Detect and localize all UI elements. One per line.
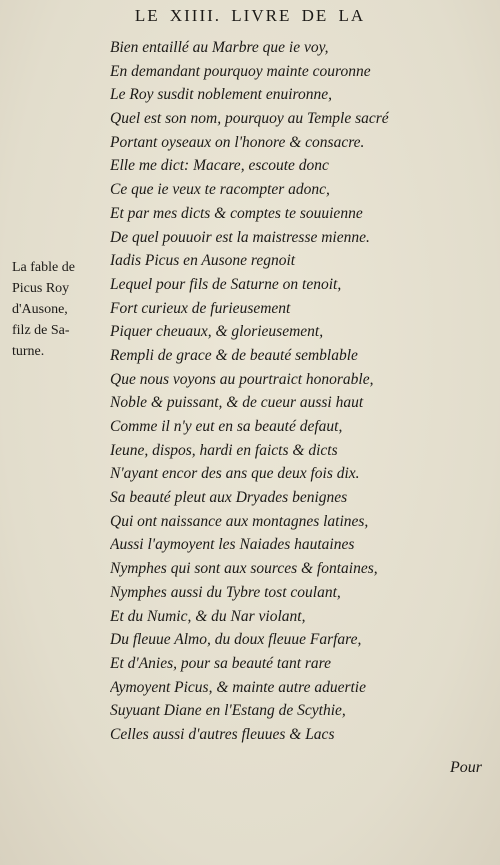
verse-text: [110, 36, 495, 747]
verse-line: Piquer cheuaux, & glorieusement,: [110, 323, 324, 341]
verse-line: Et du Numic, & du Nar violant,: [110, 607, 306, 625]
verse-line: Et d'Anies, pour sa beauté tant rare: [110, 654, 332, 672]
verse-line: Suyuant Diane en l'Estang de Scythie,: [110, 702, 346, 720]
verse-line: Aussi l'aymoyent les Naiades hautaines: [110, 536, 355, 554]
verse-line: Du fleuue Almo, du doux fleuue Farfare,: [110, 631, 362, 649]
verse-line: Nymphes aussi du Tybre tost coulant,: [110, 583, 341, 601]
margin-note-line: d'Ausone,: [12, 302, 68, 317]
verse-line: Nymphes qui sont aux sources & fontaines,: [110, 560, 378, 578]
margin-note: [12, 257, 106, 362]
verse-line: Portant oyseaux on l'honore & consacre.: [110, 133, 365, 151]
verse-line: Aymoyent Picus, & mainte autre aduertie: [110, 678, 366, 696]
verse-line: Bien entaillé au Marbre que ie voy,: [110, 39, 329, 56]
margin-note-line: Picus Roy: [12, 281, 70, 296]
catchword: Pour: [450, 759, 482, 776]
margin-note-line: turne.: [12, 344, 45, 359]
verse-line: Et par mes dicts & comptes te souuienne: [110, 204, 363, 222]
verse-line: Celles aussi d'autres fleuues & Lacs: [110, 725, 335, 743]
verse-line: Comme il n'y eut en sa beauté defaut,: [110, 418, 343, 435]
verse-line: De quel pouuoir est la maistresse mienne.: [110, 228, 370, 246]
verse-line: En demandant pourquoy mainte couronne: [110, 62, 371, 80]
verse-line: Que nous voyons au pourtraict honorable,: [110, 370, 374, 388]
verse-line: Ieune, dispos, hardi en faicts & dicts: [110, 441, 338, 459]
verse-line: Quel est son nom, pourquoy au Temple sacré: [110, 110, 389, 128]
margin-note-line: filz de Sa-: [12, 323, 70, 338]
verse-line: Noble & puissant, & de cueur aussi haut: [110, 394, 364, 412]
margin-note-line: La fable de: [12, 260, 75, 275]
verse-line: Elle me dict: Macare, escoute donc: [110, 157, 329, 175]
verse-line: Lequel pour fils de Saturne on tenoit,: [110, 275, 342, 293]
running-head: LE XIIII. LIVRE DE LA: [134, 6, 366, 25]
verse-line: Fort curieux de furieusement: [110, 299, 291, 317]
verse-line: Qui ont naissance aux montagnes latines,: [110, 512, 369, 530]
verse-line: Ce que ie veux te racompter adonc,: [110, 181, 330, 199]
verse-line: Iadis Picus en Ausone regnoit: [110, 252, 296, 270]
verse-line: Sa beauté pleut aux Dryades benignes: [110, 489, 348, 507]
verse-line: Le Roy susdit noblement enuironne,: [110, 86, 332, 104]
verse-line: Rempli de grace & de beauté semblable: [110, 346, 358, 364]
verse-line: N'ayant encor des ans que deux fois dix.: [110, 465, 360, 483]
